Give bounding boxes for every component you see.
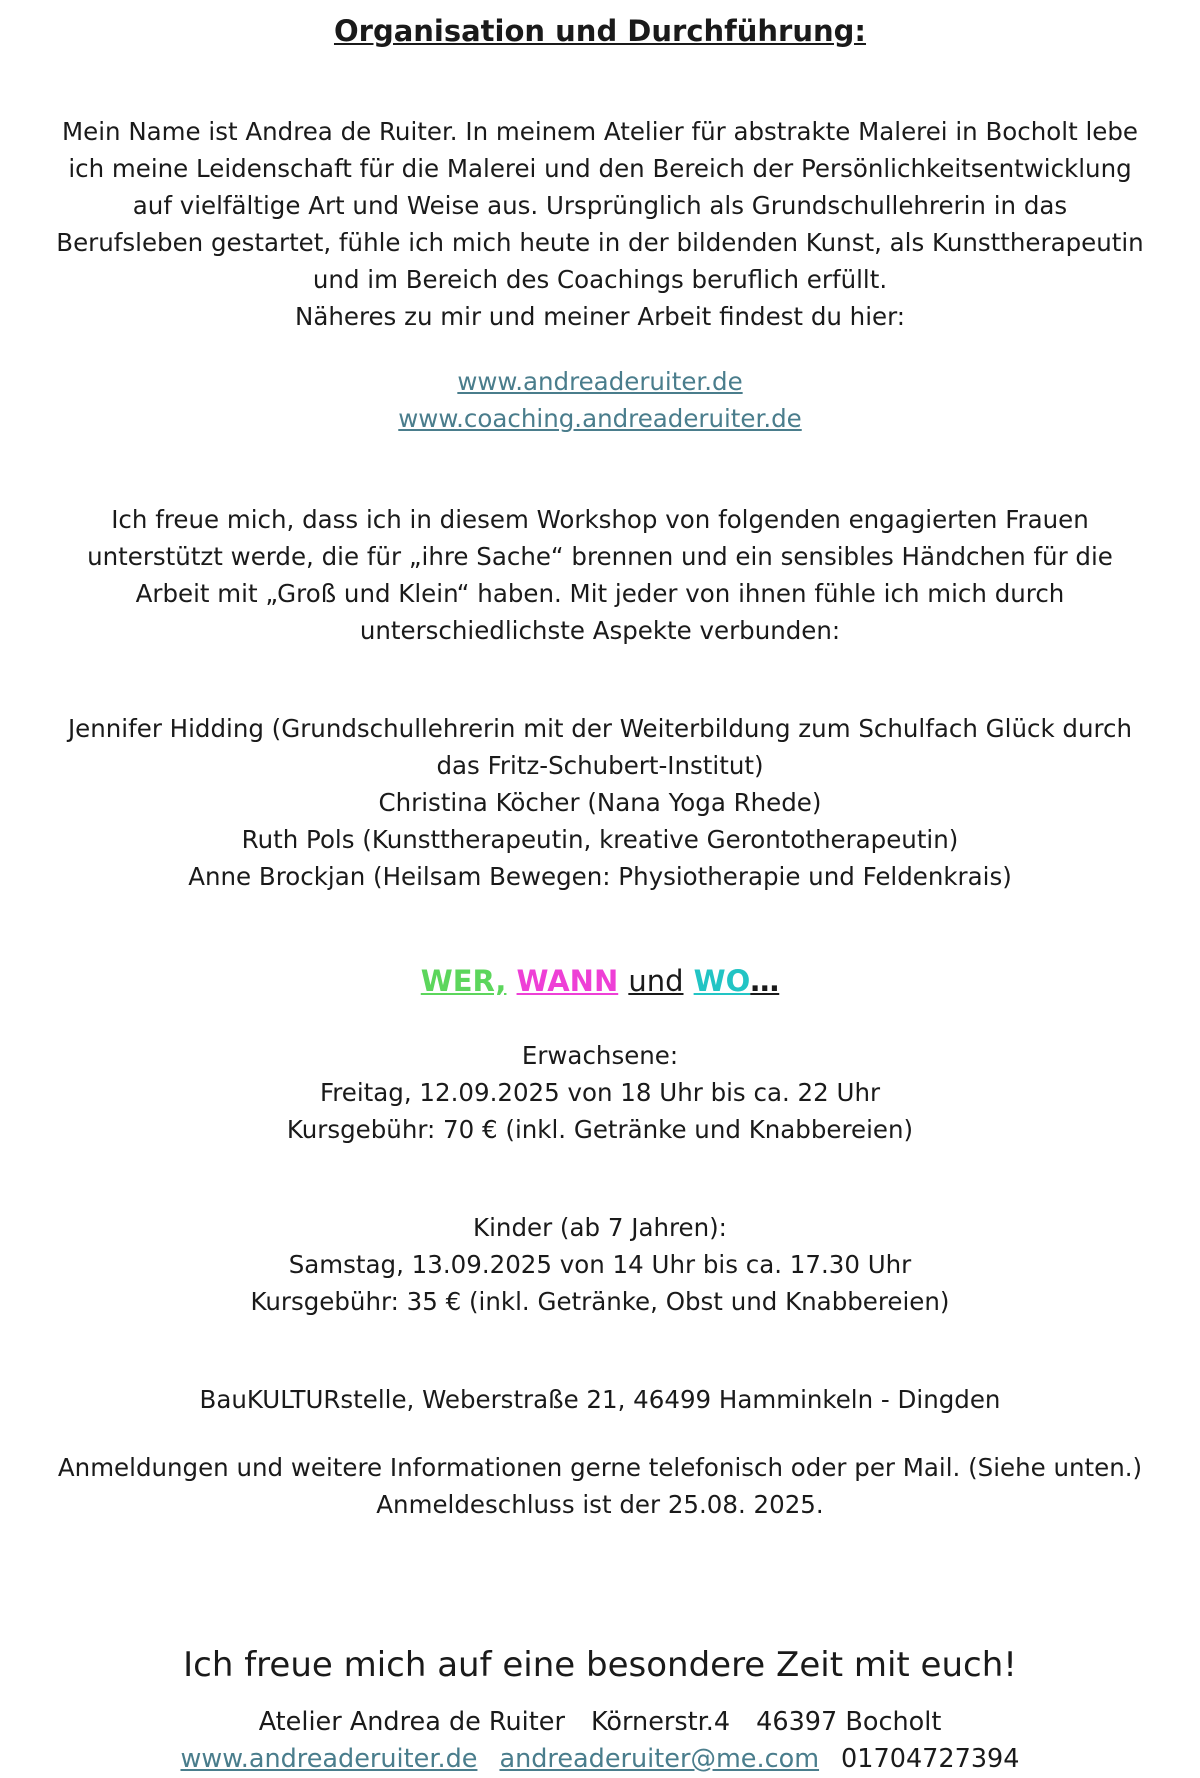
team-member: Christina Köcher (Nana Yoga Rhede) — [378, 788, 822, 817]
registration-deadline: Anmeldeschluss ist der 25.08. 2025. — [376, 1490, 824, 1519]
wer-wann-wo-heading — [0, 960, 1200, 1002]
links-block — [15, 363, 1185, 437]
intro-paragraph — [15, 113, 1185, 335]
team-member: das Fritz-Schubert-Institut) — [436, 751, 764, 780]
kids-fee: Kursgebühr: 35 € (inkl. Getränke, Obst und Knabbereien) — [250, 1287, 950, 1316]
support-paragraph — [15, 501, 1185, 649]
team-member: Anne Brockjan (Heilsam Bewegen: Physiotherapie und Feldenkrais) — [188, 862, 1012, 891]
intro-line: Mein Name ist Andrea de Ruiter. In meinem Atelier für abstrakte Malerei in Bocholt lebe — [61, 117, 1138, 146]
section-heading: Organisation und Durchführung: — [333, 14, 867, 48]
registration-info — [15, 1449, 1185, 1523]
intro-line: und im Bereich des Coachings beruflich erfüllt. — [312, 265, 888, 294]
closing-message: Ich freue mich auf eine besondere Zeit mit euch! — [183, 1645, 1017, 1685]
footer-city: 46397 Bocholt — [756, 1707, 942, 1737]
wann-word: WANN — [516, 964, 619, 998]
intro-line: ich meine Leidenschaft für die Malerei und den Bereich der Persönlichkeitsentwicklung — [68, 154, 1132, 183]
und-word: und — [628, 964, 684, 998]
coaching-link[interactable]: www.coaching.andreaderuiter.de — [398, 404, 802, 433]
adults-title: Erwachsene: — [521, 1041, 679, 1070]
footer-street: Körnerstr.4 — [590, 1707, 731, 1737]
team-member: Ruth Pols (Kunsttherapeutin, kreative Gerontotherapeutin) — [241, 825, 959, 854]
website-link[interactable]: www.andreaderuiter.de — [457, 367, 743, 396]
footer-email-link[interactable]: andreaderuiter@me.com — [499, 1744, 820, 1774]
support-line: Arbeit mit „Groß und Klein“ haben. Mit jeder von ihnen fühle ich mich durch — [135, 579, 1065, 608]
kids-section — [15, 1209, 1185, 1320]
intro-line: Näheres zu mir und meiner Arbeit findest du hier: — [295, 302, 905, 331]
kids-title: Kinder (ab 7 Jahren): — [473, 1213, 727, 1242]
wo-word: WO — [693, 964, 751, 998]
footer-website-link[interactable]: www.andreaderuiter.de — [180, 1744, 478, 1774]
support-line: Ich freue mich, dass ich in diesem Workshop von folgenden engagierten Frauen — [111, 505, 1089, 534]
adults-section — [15, 1037, 1185, 1148]
support-line: unterschiedlichste Aspekte verbunden: — [359, 616, 841, 645]
adults-fee: Kursgebühr: 70 € (inkl. Getränke und Knabbereien) — [286, 1115, 914, 1144]
footer-contact — [0, 1741, 1200, 1778]
kids-date: Samstag, 13.09.2025 von 14 Uhr bis ca. 17.30 Uhr — [288, 1250, 912, 1279]
intro-line: Berufsleben gestartet, fühle ich mich heute in der bildenden Kunst, als Kunsttherapeutin — [56, 228, 1144, 257]
ellipsis: … — [750, 964, 780, 998]
adults-date: Freitag, 12.09.2025 von 18 Uhr bis ca. 22 Uhr — [319, 1078, 881, 1107]
venue-address — [15, 1381, 1185, 1418]
intro-line: auf vielfältige Art und Weise aus. Ursprünglich als Grundschullehrerin in das — [132, 191, 1068, 220]
team-member: Jennifer Hidding (Grundschullehrerin mit der Weiterbildung zum Schulfach Glück durch — [67, 714, 1133, 743]
registration-line: Anmeldungen und weitere Informationen gerne telefonisch oder per Mail. (Siehe unten.) — [57, 1453, 1143, 1482]
footer-name: Atelier Andrea de Ruiter — [258, 1707, 565, 1737]
team-list — [15, 710, 1185, 895]
footer-phone: 01704727394 — [841, 1744, 1020, 1774]
wer-word: WER, — [420, 964, 507, 998]
support-line: unterstützt werde, die für „ihre Sache“ brennen und ein sensibles Händchen für die — [87, 542, 1113, 571]
venue-line: BauKULTURstelle, Weberstraße 21, 46499 Hamminkeln - Dingden — [199, 1385, 1001, 1414]
footer-address — [0, 1704, 1200, 1741]
